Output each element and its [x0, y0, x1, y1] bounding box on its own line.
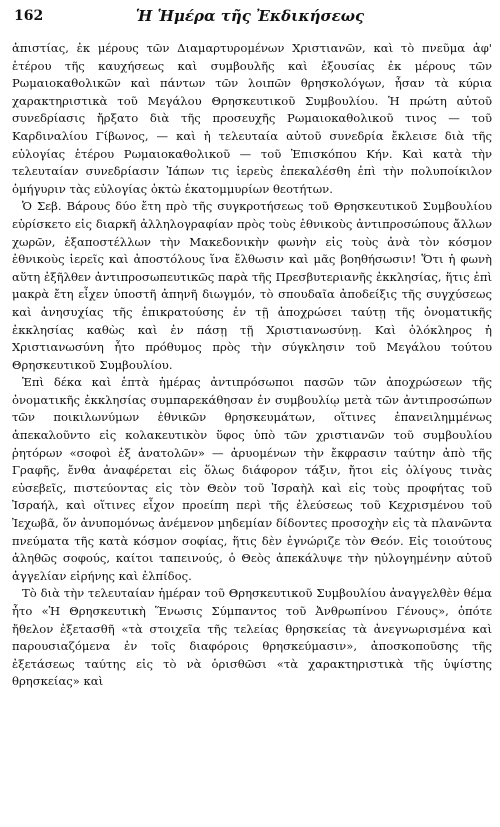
page-number: 162 — [14, 8, 44, 24]
paragraph: Ἐπὶ δέκα καὶ ἑπτὰ ἡμέρας ἀντιπρόσωποι πασῶν τῶν ἀποχρώσεων τῆς ὀνοματικῆς ἐκκλησίας συμπαρεκάθησαν ἐν συμβουλίῳ μετὰ τῶν ἀντιπροσώπων τῶν ποικιλωνύμων ἐθνικῶν θρησκευμάτων, οἵτινες ἐπανειλημμένως ἀπεκαλοῦντο εἰς κολακευτικὸν ὕφος ὑπὸ τῶν χριστιανῶν τοῦ συμβουλίου ῥητόρων «σοφοὶ ἐξ ἀνατολῶν» — ἀρυομένων τὴν ἔκφρασιν ταύτην ἀπὸ τῆς Γραφῆς, ἔνθα ἀναφέρεται εἰς ὅλως διάφορον τάξιν, ἤτοι εἰς ὀλίγους τινὰς εὐσεβεῖς, πιστεύοντας εἰς τὸν Θεὸν τοῦ Ἰσραὴλ καὶ εἰς τοὺς προφήτας τοῦ Ἰσραήλ, καὶ οἵτινες εἶχον προείπη περὶ τῆς ἐλεύσεως τοῦ Κεχρισμένου τοῦ Ἰεχωβᾶ, ὅν ἀνυπομόνως ἀνέμενον μηδεμίαν δίδοντες προσοχὴν εἰς τὰ πλανῶντα πνεύματα τῆς κατὰ κόσμον σοφίας, ἥτις δὲν ἐγνώριζε τὸν Θεόν. Εἰς τοιούτους ἀληθῶς σοφούς, καίτοι ταπεινούς, ὁ Θεὸς ἀπεκάλυψε τὴν ηὐλογημένην αὐτοῦ ἀγγελίαν εἰρήνης καὶ ἐλπίδος. — [12, 375, 492, 583]
paragraph: ἀπιστίας, ἐκ μέρους τῶν Διαμαρτυρομένων Χριστιανῶν, καὶ τὸ πνεῦμα ἀφ' ἑτέρου τῆς καυχήσεως καὶ συμβουλῆς καὶ ἐξουσίας ἐκ μέρους τῶν Ρωμαιοκαθολικῶν καὶ πάντων τῶν λοιπῶν θρησκολόγων, ἦσαν τὰ κύρια χαρακτηριστικὰ τοῦ Μεγάλου Θρησκευτικοῦ Συμβουλίου. Ἡ πρώτη αὐτοῦ συνεδρίασις ἤρξατο διὰ τῆς προσευχῆς Ρωμαιοκαθολικοῦ τινος — τοῦ Καρδιναλίου Γίβωνος, — καὶ ἡ τελευταία αὐτοῦ συνεδρία ἔκλεισε διὰ τῆς εὐλογίας ἑτέρου Ρωμαιοκαθολικοῦ — τοῦ Ἐπισκόπου Κήν. Καὶ κατὰ τὴν τελευταίαν συνεδρίασιν Ἰάπων τις ἱερεὺς ἐπεκαλέσθη ἐπὶ τὴν πολυποίκιλον ὁμήγυριν τὰς εὐλογίας ὀκτὼ ἑκατομμυρίων θεοτήτων. — [12, 41, 492, 196]
paragraph: Ὁ Σεβ. Βάρους δύο ἔτη πρὸ τῆς συγκροτήσεως τοῦ Θρησκευτικοῦ Συμβουλίου εὑρίσκετο εἰς διαρκῆ ἀλληλογραφίαν πρὸς τοὺς ἐθνικοὺς ἀντιπροσώπους ἄλλων χωρῶν, ἐξαποστέλλων τὴν Μακεδονικὴν φωνὴν εἰς τοὺς ἀνὰ τὸν κόσμον ἐθνικοὺς ἱερεῖς καὶ ἀποστόλους ἵνα ἔλθωσιν καὶ μᾶς βοηθήσωσιν! Ὅτι ἡ φωνὴ αὕτη ἐξῆλθεν ἀντιπροσωπευτικῶς παρὰ τῆς Πρεσβυτεριανῆς ἐκκλησίας, ἥτις ἐπὶ μακρὰ ἔτη εἶχεν ὑποστῆ ἀπηνῆ διωγμόν, τὸ σπουδαῖα ἀποδείξις τῆς συγχύσεως καὶ ἀνησυχίας τῆς ἐπικρατούσης ἐν τῇ ἀποχρώσει ταύτῃ τῆς ὀνοματικῆς ἐκκλησίας καθὼς καὶ ἐν πάσῃ τῇ Χριστιανωσύνῃ. Καὶ ὁλόκληρος ἡ Χριστιανωσύνη ἦτο πρόθυμος πρὸς τὴν σύγκλησιν τοῦ Μεγάλου τούτου Θρησκευτικοῦ Συμβουλίου. — [12, 199, 492, 372]
paragraph: Τὸ διὰ τὴν τελευταίαν ἡμέραν τοῦ Θρησκευτικοῦ Συμβουλίου ἀναγγελθὲν θέμα ἦτο «Ἡ Θρησκευτικὴ Ἕνωσις Σύμπαντος τοῦ Ἀνθρωπίνου Γένους», ὁπότε ἤθελον ἐξετασθῆ «τὰ στοιχεῖα τῆς τελείας θρησκείας τὰ ἀνεγνωρισμένα καὶ παρουσιαζόμενα ἐν τοῖς διαφόροις θρησκεύμασιν», ἀποσκοποῦσης τῆς ἐξετάσεως ταύτης εἰς τὸ νὰ ὁρισθῶσι «τὰ χαρακτηριστικὰ τῆς ὑψίστης θρησκείας» καὶ — [12, 586, 492, 689]
page-header — [6, 6, 494, 34]
page-body — [12, 40, 492, 691]
running-title: Ἡ Ἡμέρα τῆς Ἐκδικήσεως — [135, 7, 365, 25]
book-page — [6, 6, 494, 821]
